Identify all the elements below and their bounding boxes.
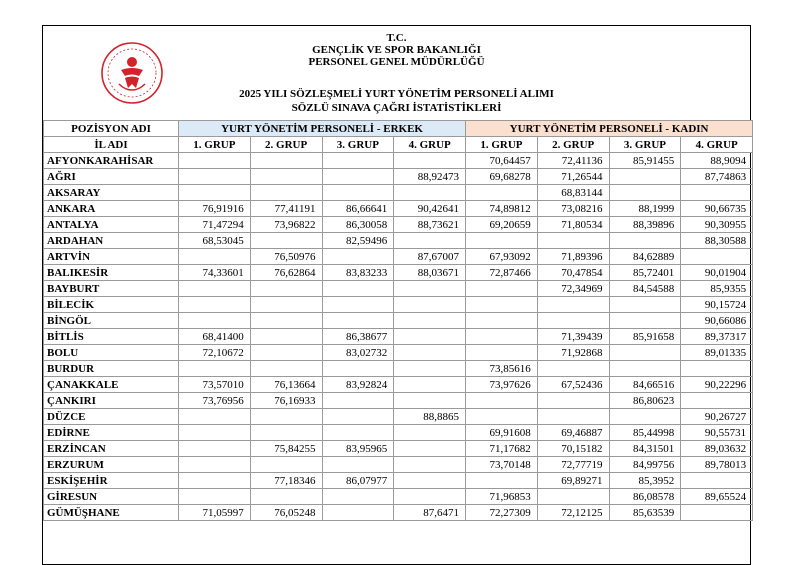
male-group-2-score-cell <box>250 313 322 329</box>
male-group-2-score-cell: 76,62864 <box>250 265 322 281</box>
male-group-1-score-cell <box>179 153 251 169</box>
table-row <box>44 345 753 361</box>
female-group-4-score-cell: 85,9355 <box>681 281 753 297</box>
male-group-2-score-cell: 76,16933 <box>250 393 322 409</box>
male-group-1-score-cell <box>179 281 251 297</box>
female-group-2-score-cell: 71,80534 <box>537 217 609 233</box>
male-group-3-score-cell: 86,07977 <box>322 473 394 489</box>
female-group-3-score-cell <box>609 345 681 361</box>
table-row <box>44 281 753 297</box>
female-group-3-score-cell <box>609 297 681 313</box>
table-row <box>44 457 753 473</box>
province-name-cell: BURDUR <box>44 361 179 377</box>
table-row <box>44 377 753 393</box>
male-group-1-score-cell: 68,41400 <box>179 329 251 345</box>
male-group-2-score-cell: 73,96822 <box>250 217 322 233</box>
female-group-1-score-cell: 72,27309 <box>466 505 538 521</box>
male-group-1-score-cell: 68,53045 <box>179 233 251 249</box>
male-group-3-score-cell: 83,92824 <box>322 377 394 393</box>
female-group-1-score-cell <box>466 329 538 345</box>
document-sheet <box>42 25 751 565</box>
female-group-3-score-cell: 86,80623 <box>609 393 681 409</box>
male-group-3-score-cell <box>322 153 394 169</box>
female-group-4-score-cell <box>681 505 753 521</box>
table-row <box>44 185 753 201</box>
female-group-2-score-cell <box>537 233 609 249</box>
female-group-4-score-cell: 90,01904 <box>681 265 753 281</box>
male-group-3-score-cell: 86,30058 <box>322 217 394 233</box>
female-group-1-score-cell: 73,70148 <box>466 457 538 473</box>
female-group-1-score-cell: 74,89812 <box>466 201 538 217</box>
male-group-3-score-cell: 82,59496 <box>322 233 394 249</box>
female-group-3-score-cell: 84,99756 <box>609 457 681 473</box>
female-group-4-score-cell: 89,65524 <box>681 489 753 505</box>
male-group-4-score-cell <box>394 233 466 249</box>
male-group-2-score-cell <box>250 297 322 313</box>
male-group-4-score-cell <box>394 393 466 409</box>
female-group-2-score-cell: 70,47854 <box>537 265 609 281</box>
female-group-3-score-cell: 88,1999 <box>609 201 681 217</box>
female-group-3-score-cell: 85,72401 <box>609 265 681 281</box>
male-group-4-header: 4. GRUP <box>394 137 466 153</box>
female-group-2-score-cell <box>537 409 609 425</box>
province-name-cell: ERZURUM <box>44 457 179 473</box>
female-group-2-score-cell <box>537 313 609 329</box>
male-group-1-score-cell: 71,47294 <box>179 217 251 233</box>
province-name-cell: ANTALYA <box>44 217 179 233</box>
male-group-2-score-cell <box>250 489 322 505</box>
male-group-4-score-cell <box>394 313 466 329</box>
table-row <box>44 201 753 217</box>
male-group-4-score-cell <box>394 377 466 393</box>
female-group-2-score-cell: 71,92868 <box>537 345 609 361</box>
female-group-4-score-cell: 90,15724 <box>681 297 753 313</box>
position-header: POZİSYON ADI <box>44 121 179 137</box>
male-group-3-score-cell <box>322 185 394 201</box>
table-row <box>44 425 753 441</box>
province-name-cell: DÜZCE <box>44 409 179 425</box>
male-group-2-score-cell <box>250 153 322 169</box>
female-group-2-score-cell: 68,83144 <box>537 185 609 201</box>
female-group-1-score-cell: 69,68278 <box>466 169 538 185</box>
female-group-4-score-cell <box>681 473 753 489</box>
table-row <box>44 441 753 457</box>
male-group-2-score-cell <box>250 169 322 185</box>
female-group-1-score-cell: 71,96853 <box>466 489 538 505</box>
male-group-3-score-cell <box>322 361 394 377</box>
male-group-2-score-cell: 75,84255 <box>250 441 322 457</box>
province-name-cell: BİNGÖL <box>44 313 179 329</box>
province-name-cell: AĞRI <box>44 169 179 185</box>
province-name-cell: BALIKESİR <box>44 265 179 281</box>
male-group-2-score-cell <box>250 361 322 377</box>
male-group-2-score-cell: 77,41191 <box>250 201 322 217</box>
female-group-3-score-cell: 85,3952 <box>609 473 681 489</box>
female-group-3-score-cell: 84,54588 <box>609 281 681 297</box>
male-group-4-score-cell: 88,92473 <box>394 169 466 185</box>
female-group-2-score-cell: 71,89396 <box>537 249 609 265</box>
female-group-1-score-cell <box>466 281 538 297</box>
female-group-3-score-cell: 85,91658 <box>609 329 681 345</box>
female-group-2-score-cell <box>537 489 609 505</box>
male-group-2-header: 2. GRUP <box>250 137 322 153</box>
male-group-3-score-cell: 86,38677 <box>322 329 394 345</box>
male-group-1-score-cell: 73,76956 <box>179 393 251 409</box>
female-group-1-score-cell: 69,20659 <box>466 217 538 233</box>
female-group-1-header: 1. GRUP <box>466 137 538 153</box>
female-group-2-score-cell: 69,89271 <box>537 473 609 489</box>
female-group-4-score-cell <box>681 249 753 265</box>
male-group-4-score-cell <box>394 457 466 473</box>
document-header <box>43 26 750 120</box>
statistics-table <box>43 120 753 521</box>
male-group-3-score-cell <box>322 425 394 441</box>
province-name-cell: EDİRNE <box>44 425 179 441</box>
male-group-1-score-cell <box>179 297 251 313</box>
table-row <box>44 153 753 169</box>
table-row <box>44 297 753 313</box>
male-group-2-score-cell <box>250 329 322 345</box>
male-group-4-score-cell <box>394 441 466 457</box>
sub-header-row <box>44 137 753 153</box>
female-group-3-score-cell: 84,62889 <box>609 249 681 265</box>
female-group-3-score-cell <box>609 409 681 425</box>
male-group-4-score-cell: 87,67007 <box>394 249 466 265</box>
male-group-1-score-cell: 73,57010 <box>179 377 251 393</box>
province-name-cell: BİLECİK <box>44 297 179 313</box>
province-name-cell: GÜMÜŞHANE <box>44 505 179 521</box>
male-group-3-score-cell <box>322 281 394 297</box>
male-group-2-score-cell <box>250 409 322 425</box>
male-group-2-score-cell <box>250 233 322 249</box>
female-group-3-score-cell: 85,44998 <box>609 425 681 441</box>
female-group-1-score-cell: 67,93092 <box>466 249 538 265</box>
table-row <box>44 265 753 281</box>
female-group-4-score-cell: 90,66086 <box>681 313 753 329</box>
male-group-3-score-cell: 83,95965 <box>322 441 394 457</box>
female-group-1-score-cell: 72,87466 <box>466 265 538 281</box>
female-group-2-score-cell: 72,41136 <box>537 153 609 169</box>
male-group-1-score-cell <box>179 425 251 441</box>
female-group-2-score-cell: 70,15182 <box>537 441 609 457</box>
female-group-1-score-cell <box>466 313 538 329</box>
male-group-4-score-cell: 88,8865 <box>394 409 466 425</box>
female-group-4-score-cell: 90,22296 <box>681 377 753 393</box>
male-group-4-score-cell <box>394 345 466 361</box>
male-group-4-score-cell: 88,73621 <box>394 217 466 233</box>
male-group-4-score-cell <box>394 153 466 169</box>
female-group-1-score-cell <box>466 233 538 249</box>
table-row <box>44 489 753 505</box>
female-group-4-score-cell <box>681 361 753 377</box>
header-ministry-name: GENÇLİK VE SPOR BAKANLIĞI <box>312 44 481 56</box>
male-group-4-score-cell: 87,6471 <box>394 505 466 521</box>
province-name-cell: GİRESUN <box>44 489 179 505</box>
female-group-4-score-cell: 87,74863 <box>681 169 753 185</box>
male-group-3-score-cell <box>322 457 394 473</box>
female-group-3-score-cell: 84,31501 <box>609 441 681 457</box>
female-group-3-score-cell <box>609 313 681 329</box>
female-group-4-score-cell: 89,37317 <box>681 329 753 345</box>
female-group-3-header: 3. GRUP <box>609 137 681 153</box>
province-name-cell: BAYBURT <box>44 281 179 297</box>
female-group-2-score-cell: 67,52436 <box>537 377 609 393</box>
female-group-4-score-cell: 90,66735 <box>681 201 753 217</box>
table-body <box>44 153 753 521</box>
male-group-3-score-cell <box>322 489 394 505</box>
male-group-2-score-cell <box>250 281 322 297</box>
male-group-1-score-cell <box>179 361 251 377</box>
table-row <box>44 169 753 185</box>
male-group-1-score-cell: 72,10672 <box>179 345 251 361</box>
male-group-3-score-cell <box>322 393 394 409</box>
table-row <box>44 217 753 233</box>
female-group-3-score-cell <box>609 361 681 377</box>
male-group-4-score-cell <box>394 361 466 377</box>
female-group-4-score-cell: 88,30588 <box>681 233 753 249</box>
male-group-1-score-cell <box>179 185 251 201</box>
female-group-1-score-cell: 69,91608 <box>466 425 538 441</box>
male-group-1-score-cell <box>179 457 251 473</box>
table-row <box>44 505 753 521</box>
female-group-3-score-cell: 84,66516 <box>609 377 681 393</box>
table-row <box>44 473 753 489</box>
male-group-3-score-cell: 83,02732 <box>322 345 394 361</box>
male-group-4-score-cell <box>394 297 466 313</box>
female-group-4-score-cell: 90,26727 <box>681 409 753 425</box>
male-group-2-score-cell <box>250 425 322 441</box>
female-group-3-score-cell: 88,39896 <box>609 217 681 233</box>
male-group-3-score-cell <box>322 169 394 185</box>
province-name-cell: ESKİŞEHİR <box>44 473 179 489</box>
province-name-cell: BOLU <box>44 345 179 361</box>
male-group-2-score-cell <box>250 457 322 473</box>
female-group-4-score-cell: 90,30955 <box>681 217 753 233</box>
female-group-header: YURT YÖNETİM PERSONELİ - KADIN <box>466 121 753 137</box>
male-group-1-score-cell <box>179 249 251 265</box>
female-group-3-score-cell <box>609 169 681 185</box>
province-header: İL ADI <box>44 137 179 153</box>
table-row <box>44 361 753 377</box>
province-name-cell: ÇANAKKALE <box>44 377 179 393</box>
male-group-3-score-cell <box>322 249 394 265</box>
female-group-1-score-cell <box>466 409 538 425</box>
female-group-3-score-cell <box>609 233 681 249</box>
male-group-1-score-cell: 71,05997 <box>179 505 251 521</box>
male-group-2-score-cell: 76,13664 <box>250 377 322 393</box>
male-group-3-score-cell <box>322 313 394 329</box>
female-group-1-score-cell <box>466 185 538 201</box>
table-row <box>44 409 753 425</box>
female-group-4-score-cell: 90,55731 <box>681 425 753 441</box>
table-row <box>44 393 753 409</box>
female-group-1-score-cell: 73,85616 <box>466 361 538 377</box>
female-group-2-score-cell: 71,39439 <box>537 329 609 345</box>
female-group-2-score-cell <box>537 393 609 409</box>
table-row <box>44 313 753 329</box>
male-group-1-header: 1. GRUP <box>179 137 251 153</box>
female-group-2-header: 2. GRUP <box>537 137 609 153</box>
female-group-2-score-cell <box>537 361 609 377</box>
province-name-cell: BİTLİS <box>44 329 179 345</box>
male-group-1-score-cell <box>179 409 251 425</box>
province-name-cell: AKSARAY <box>44 185 179 201</box>
female-group-4-score-cell <box>681 185 753 201</box>
male-group-4-score-cell: 88,03671 <box>394 265 466 281</box>
female-group-3-score-cell <box>609 185 681 201</box>
male-group-2-score-cell: 76,50976 <box>250 249 322 265</box>
province-name-cell: AFYONKARAHİSAR <box>44 153 179 169</box>
female-group-1-score-cell: 73,97626 <box>466 377 538 393</box>
male-group-1-score-cell <box>179 473 251 489</box>
male-group-4-score-cell <box>394 425 466 441</box>
female-group-4-score-cell: 89,78013 <box>681 457 753 473</box>
male-group-3-score-cell: 86,66641 <box>322 201 394 217</box>
male-group-1-score-cell <box>179 489 251 505</box>
table-row <box>44 233 753 249</box>
male-group-2-score-cell <box>250 185 322 201</box>
female-group-2-score-cell: 72,12125 <box>537 505 609 521</box>
female-group-2-score-cell: 72,77719 <box>537 457 609 473</box>
document-title: 2025 YILI SÖZLEŞMELİ YURT YÖNETİM PERSONELİ ALIMI <box>239 88 554 100</box>
female-group-1-score-cell: 70,64457 <box>466 153 538 169</box>
male-group-4-score-cell: 90,42641 <box>394 201 466 217</box>
female-group-3-score-cell: 85,63539 <box>609 505 681 521</box>
province-name-cell: ARTVİN <box>44 249 179 265</box>
female-group-3-score-cell: 85,91455 <box>609 153 681 169</box>
female-group-1-score-cell: 71,17682 <box>466 441 538 457</box>
male-group-header: YURT YÖNETİM PERSONELİ - ERKEK <box>179 121 466 137</box>
female-group-4-score-cell: 88,9094 <box>681 153 753 169</box>
header-directorate-name: PERSONEL GENEL MÜDÜRLÜĞÜ <box>308 56 485 68</box>
male-group-3-score-cell <box>322 297 394 313</box>
male-group-1-score-cell <box>179 313 251 329</box>
province-name-cell: ÇANKIRI <box>44 393 179 409</box>
female-group-4-score-cell <box>681 393 753 409</box>
male-group-1-score-cell <box>179 169 251 185</box>
female-group-2-score-cell <box>537 297 609 313</box>
male-group-2-score-cell <box>250 345 322 361</box>
header-line-1: T.C. <box>386 32 407 44</box>
male-group-1-score-cell: 74,33601 <box>179 265 251 281</box>
male-group-3-score-cell: 83,83233 <box>322 265 394 281</box>
female-group-4-score-cell: 89,03632 <box>681 441 753 457</box>
male-group-2-score-cell: 77,18346 <box>250 473 322 489</box>
female-group-4-header: 4. GRUP <box>681 137 753 153</box>
male-group-4-score-cell <box>394 329 466 345</box>
female-group-1-score-cell <box>466 473 538 489</box>
female-group-2-score-cell: 69,46887 <box>537 425 609 441</box>
female-group-1-score-cell <box>466 297 538 313</box>
female-group-3-score-cell: 86,08578 <box>609 489 681 505</box>
province-name-cell: ANKARA <box>44 201 179 217</box>
female-group-1-score-cell <box>466 345 538 361</box>
province-name-cell: ARDAHAN <box>44 233 179 249</box>
table-row <box>44 249 753 265</box>
male-group-2-score-cell: 76,05248 <box>250 505 322 521</box>
female-group-1-score-cell <box>466 393 538 409</box>
male-group-3-score-cell <box>322 505 394 521</box>
province-name-cell: ERZİNCAN <box>44 441 179 457</box>
female-group-2-score-cell: 72,34969 <box>537 281 609 297</box>
male-group-3-score-cell <box>322 409 394 425</box>
female-group-4-score-cell: 89,01335 <box>681 345 753 361</box>
male-group-3-header: 3. GRUP <box>322 137 394 153</box>
female-group-2-score-cell: 73,08216 <box>537 201 609 217</box>
male-group-4-score-cell <box>394 489 466 505</box>
male-group-4-score-cell <box>394 185 466 201</box>
male-group-1-score-cell: 76,91916 <box>179 201 251 217</box>
female-group-2-score-cell: 71,26544 <box>537 169 609 185</box>
male-group-1-score-cell <box>179 441 251 457</box>
male-group-4-score-cell <box>394 473 466 489</box>
table-row <box>44 329 753 345</box>
document-subtitle: SÖZLÜ SINAVA ÇAĞRI İSTATİSTİKLERİ <box>291 102 502 114</box>
male-group-4-score-cell <box>394 281 466 297</box>
